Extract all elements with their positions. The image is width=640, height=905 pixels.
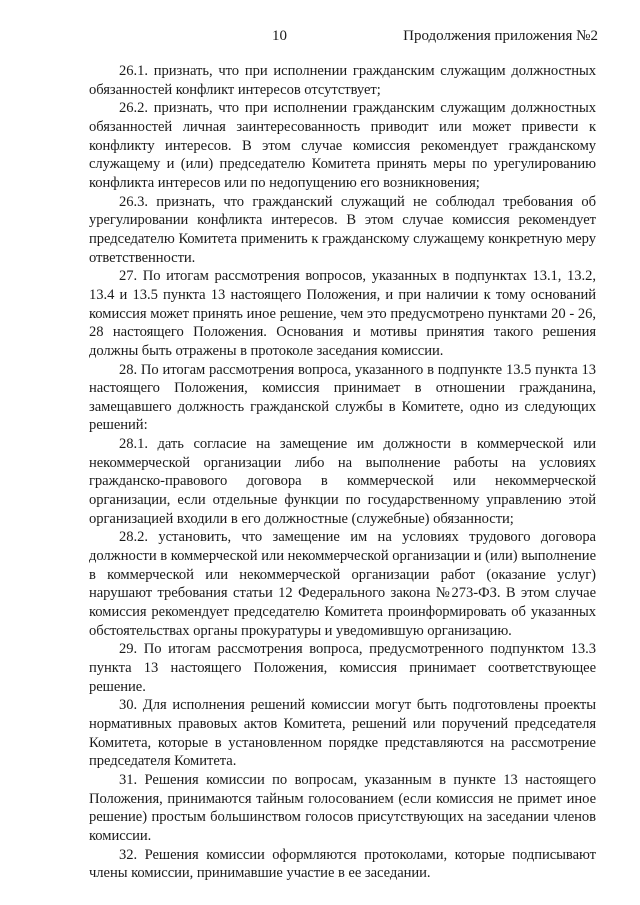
paragraph-28: 28. По итогам рассмотрения вопроса, указанного в подпункте 13.5 пункта 13 настоящего Положения, комиссия принимает в отношении гражданина, замещавшего должность гражданской службы в Комитете, одно из следующих решений: xyxy=(89,361,596,434)
paragraph-30: 30. Для исполнения решений комиссии могут быть подготовлены проекты нормативных правовых актов Комитета, решений или поручений председателя Комитета, которые в установленном порядке представляются на рассмотрение председателя Комитета. xyxy=(89,697,596,770)
paragraph-29: 29. По итогам рассмотрения вопроса, предусмотренного подпунктом 13.3 пункта 13 настоящего Положения, комиссия принимает соответствующее решение. xyxy=(89,641,596,695)
header-title: Продолжения приложения №2 xyxy=(403,28,598,44)
page-header xyxy=(0,24,640,48)
paragraph-28-1: 28.1. дать согласие на замещение им должности в коммерческой или некоммерческой организации либо на выполнение работы на условиях гражданско-правового договора в коммерческой или некоммерческой организации, если отдельные функции по государственному управлению этой организацией входили в его должностные (служебные) обязанности; xyxy=(89,436,596,527)
paragraph-26-1: 26.1. признать, что при исполнении гражданским служащим должностных обязанностей конфликт интересов отсутствует; xyxy=(89,63,596,98)
paragraph-32: 32. Решения комиссии оформляются протоколами, которые подписывают члены комиссии, принимавшие участие в ее заседании. xyxy=(89,846,596,882)
paragraph-28-2: 28.2. установить, что замещение им на условиях трудового договора должности в коммерческой или некоммерческой организации и (или) выполнение в коммерческой или некоммерческой организации работ (оказание услуг) нарушают требования статьи 12 Федерального закона №273-ФЗ. В этом случае комиссия рекомендует председателю Комитета проинформировать об указанных обстоятельствах органы прокуратуры и уведомившую организацию. xyxy=(89,529,596,639)
document-body xyxy=(89,62,596,883)
paragraph-26-3: 26.3. признать, что гражданский служащий не соблюдал требования об урегулировании конфликта интересов. В этом случае комиссия рекомендует председателю Комитета применить к гражданскому служащему конкретную меру ответственности. xyxy=(89,193,596,266)
paragraph-26-2: 26.2. признать, что при исполнении гражданским служащим должностных обязанностей личная заинтересованность приводит или может привести к конфликту интересов. В этом случае комиссия рекомендует гражданскому служащему и (или) председателю Комитета принять меры по урегулированию конфликта интересов или по недопущению его возникновения; xyxy=(89,100,596,191)
page-number: 10 xyxy=(272,28,287,44)
paragraph-31: 31. Решения комиссии по вопросам, указанным в пункте 13 настоящего Положения, принимаются тайным голосованием (если комиссия не примет иное решение) простым большинством голосов присутствующих на заседании членов комиссии. xyxy=(89,771,596,844)
paragraph-27: 27. По итогам рассмотрения вопросов, указанных в подпунктах 13.1, 13.2, 13.4 и 13.5 пункта 13 настоящего Положения, и при наличии к тому оснований комиссия может принять иное решение, чем это предусмотрено пунктами 20 - 26, 28 настоящего Положения. Основания и мотивы принятия такого решения должны быть отражены в протоколе заседания комиссии. xyxy=(89,268,596,359)
